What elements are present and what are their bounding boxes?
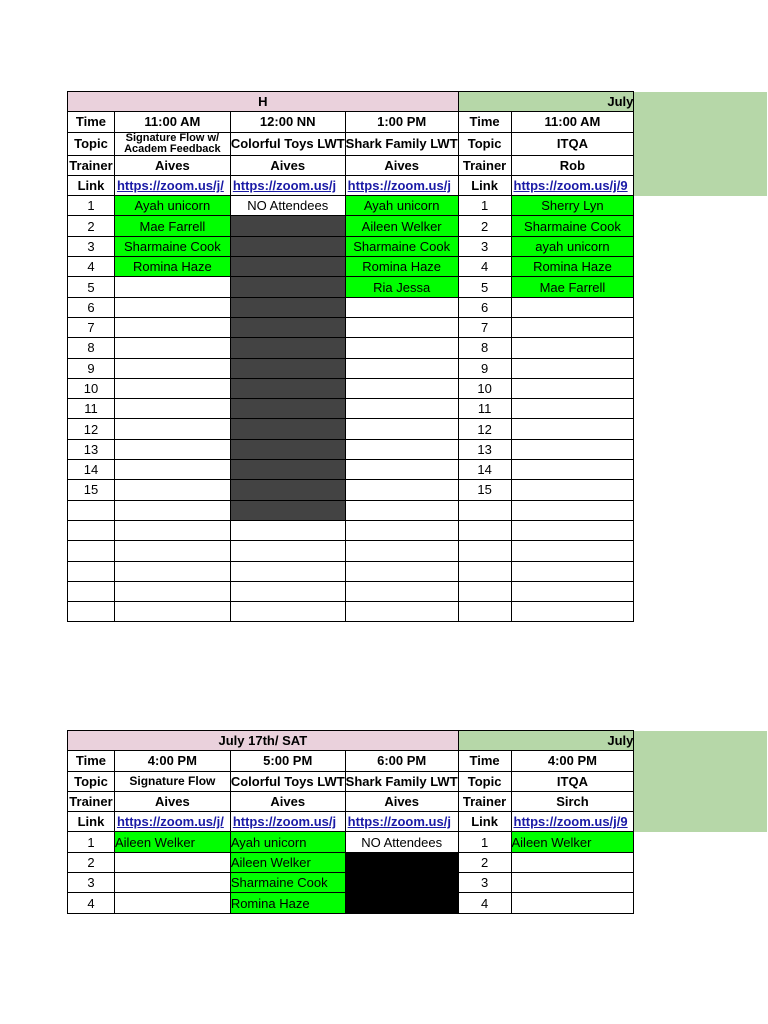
- attendee-cell: [114, 439, 230, 459]
- attendee-cell: [230, 520, 345, 540]
- attendee-cell: [345, 338, 458, 358]
- attendee-cell: Ayah unicorn: [114, 196, 230, 216]
- day-header: H: [68, 92, 459, 112]
- session-2-time: 12:00 NN: [230, 112, 345, 132]
- attendee-cell: [345, 500, 458, 520]
- attendee-cell: Ayah unicorn: [345, 196, 458, 216]
- blank: [634, 832, 768, 852]
- blank: [634, 893, 768, 913]
- session-1-time: 11:00 AM: [114, 112, 230, 132]
- attendee-cell: [114, 893, 230, 913]
- row-number: 7: [68, 317, 115, 337]
- session-2-trainer: Aives: [230, 791, 345, 811]
- attendee-cell: Mae Farrell: [114, 216, 230, 236]
- attendee-cell: [114, 399, 230, 419]
- attendee-cell: Romina Haze: [511, 257, 634, 277]
- blank: [634, 541, 768, 561]
- blank: [634, 439, 768, 459]
- attendee-cell: [511, 581, 634, 601]
- row-number: 3: [458, 873, 511, 893]
- row-number: 10: [68, 378, 115, 398]
- attendee-cell: [511, 297, 634, 317]
- row-number: 11: [68, 399, 115, 419]
- blank: [634, 460, 768, 480]
- attendee-cell: [345, 581, 458, 601]
- attendee-cell: [511, 399, 634, 419]
- blank: [634, 852, 768, 872]
- session-2-trainer: Aives: [230, 155, 345, 175]
- row-number: [68, 541, 115, 561]
- blocked-cell: [230, 358, 345, 378]
- attendee-cell: NO Attendees: [230, 196, 345, 216]
- attendee-cell: Romina Haze: [345, 257, 458, 277]
- blocked-cell: [230, 500, 345, 520]
- attendee-cell: [511, 520, 634, 540]
- blocked-cell: [230, 257, 345, 277]
- blank: [634, 561, 768, 581]
- attendee-cell: Romina Haze: [114, 257, 230, 277]
- attendee-cell: [114, 419, 230, 439]
- attendee-cell: [114, 277, 230, 297]
- row-number: 8: [68, 338, 115, 358]
- session-1-time: 4:00 PM: [114, 751, 230, 771]
- row-number: 3: [68, 236, 115, 256]
- attendee-cell: [511, 602, 634, 622]
- row-number: [458, 520, 511, 540]
- blocked-cell: [345, 873, 458, 893]
- session-3-topic: Shark Family LWT: [345, 771, 458, 791]
- attendee-cell: Aileen Welker: [345, 216, 458, 236]
- blocked-cell: [230, 480, 345, 500]
- attendee-cell: Sharmaine Cook: [230, 873, 345, 893]
- trainer-label: Trainer: [68, 155, 115, 175]
- header-fill: [634, 791, 768, 811]
- blank: [634, 196, 768, 216]
- row-number: 4: [458, 893, 511, 913]
- session-1-zoom-link[interactable]: https://zoom.us/j/: [114, 812, 230, 832]
- session-1-trainer: Aives: [114, 155, 230, 175]
- right-session-time: 4:00 PM: [511, 751, 634, 771]
- attendee-cell: [114, 500, 230, 520]
- blank: [634, 378, 768, 398]
- trainer-label: Trainer: [68, 791, 115, 811]
- row-number: 13: [68, 439, 115, 459]
- blank: [634, 520, 768, 540]
- row-number: 1: [458, 196, 511, 216]
- attendee-cell: Ria Jessa: [345, 277, 458, 297]
- attendee-cell: [114, 852, 230, 872]
- blocked-cell: [230, 399, 345, 419]
- session-2-zoom-link[interactable]: https://zoom.us/j: [230, 812, 345, 832]
- blank: [634, 581, 768, 601]
- blank: [634, 602, 768, 622]
- attendee-cell: Aileen Welker: [114, 832, 230, 852]
- attendee-cell: [511, 338, 634, 358]
- attendee-cell: [345, 317, 458, 337]
- row-number: 14: [68, 460, 115, 480]
- attendee-cell: Aileen Welker: [230, 852, 345, 872]
- schedule-table-2: [67, 730, 768, 914]
- row-number: 2: [68, 216, 115, 236]
- time-label-right: Time: [458, 751, 511, 771]
- blank: [634, 236, 768, 256]
- row-number: 13: [458, 439, 511, 459]
- attendee-cell: [230, 581, 345, 601]
- row-number: [68, 500, 115, 520]
- blank: [634, 358, 768, 378]
- blank: [634, 277, 768, 297]
- attendee-cell: [345, 520, 458, 540]
- row-number: [458, 500, 511, 520]
- attendee-cell: NO Attendees: [345, 832, 458, 852]
- attendee-cell: [511, 378, 634, 398]
- right-session-time: 11:00 AM: [511, 112, 634, 132]
- row-number: 6: [68, 297, 115, 317]
- row-number: 14: [458, 460, 511, 480]
- attendee-cell: [345, 480, 458, 500]
- row-number: 5: [458, 277, 511, 297]
- row-number: 5: [68, 277, 115, 297]
- attendee-cell: [345, 460, 458, 480]
- topic-label-right: Topic: [458, 771, 511, 791]
- row-number: 15: [458, 480, 511, 500]
- session-3-trainer: Aives: [345, 791, 458, 811]
- attendee-cell: [511, 358, 634, 378]
- row-number: [458, 581, 511, 601]
- row-number: 12: [458, 419, 511, 439]
- attendee-cell: [114, 338, 230, 358]
- attendee-cell: [230, 561, 345, 581]
- attendee-cell: [511, 317, 634, 337]
- session-3-zoom-link[interactable]: https://zoom.us/j: [345, 812, 458, 832]
- row-number: 8: [458, 338, 511, 358]
- trainer-label-right: Trainer: [458, 791, 511, 811]
- right-session-trainer: Sirch: [511, 791, 634, 811]
- topic-label: Topic: [68, 132, 115, 155]
- attendee-cell: [511, 480, 634, 500]
- schedule-table-1: [67, 91, 768, 622]
- attendee-cell: [511, 500, 634, 520]
- session-2-topic: Colorful Toys LWT: [230, 771, 345, 791]
- session-2-time: 5:00 PM: [230, 751, 345, 771]
- attendee-cell: [114, 561, 230, 581]
- row-number: 4: [68, 893, 115, 913]
- attendee-cell: Romina Haze: [230, 893, 345, 913]
- attendee-cell: [114, 378, 230, 398]
- row-number: [68, 602, 115, 622]
- attendee-cell: [114, 358, 230, 378]
- attendee-cell: [511, 893, 634, 913]
- blocked-cell: [230, 317, 345, 337]
- row-number: [458, 561, 511, 581]
- session-3-trainer: Aives: [345, 155, 458, 175]
- row-number: 1: [68, 832, 115, 852]
- time-label: Time: [68, 751, 115, 771]
- attendee-cell: [345, 358, 458, 378]
- blank: [634, 338, 768, 358]
- attendee-cell: [230, 602, 345, 622]
- header-fill: [634, 155, 768, 175]
- row-number: [68, 561, 115, 581]
- blocked-cell: [230, 378, 345, 398]
- blocked-cell: [230, 460, 345, 480]
- attendee-cell: [114, 873, 230, 893]
- header-fill: [634, 112, 768, 132]
- attendee-cell: [345, 439, 458, 459]
- header-fill: [634, 812, 768, 832]
- attendee-cell: Sherry Lyn: [511, 196, 634, 216]
- row-number: 2: [68, 852, 115, 872]
- attendee-cell: Sharmaine Cook: [511, 216, 634, 236]
- session-1-topic: Signature Flow w/ Academ Feedback: [114, 132, 230, 155]
- time-label: Time: [68, 112, 115, 132]
- attendee-cell: [511, 561, 634, 581]
- attendee-cell: [511, 852, 634, 872]
- link-label-right: Link: [458, 175, 511, 195]
- header-fill: [634, 92, 768, 112]
- session-1-topic: Signature Flow: [114, 771, 230, 791]
- attendee-cell: Sharmaine Cook: [114, 236, 230, 256]
- row-number: [458, 541, 511, 561]
- attendee-cell: [114, 317, 230, 337]
- attendee-cell: [114, 480, 230, 500]
- attendee-cell: [345, 419, 458, 439]
- attendee-cell: [114, 602, 230, 622]
- day-header-right: July: [458, 731, 634, 751]
- row-number: 2: [458, 216, 511, 236]
- attendee-cell: [345, 602, 458, 622]
- row-number: [458, 602, 511, 622]
- row-number: 9: [458, 358, 511, 378]
- day-header: July 17th/ SAT: [68, 731, 459, 751]
- right-session-zoom-link[interactable]: https://zoom.us/j/9: [511, 175, 634, 195]
- attendee-cell: Aileen Welker: [511, 832, 634, 852]
- attendee-cell: [511, 439, 634, 459]
- session-2-zoom-link[interactable]: https://zoom.us/j: [230, 175, 345, 195]
- blank: [634, 419, 768, 439]
- blank: [634, 257, 768, 277]
- attendee-cell: [345, 297, 458, 317]
- blank: [634, 500, 768, 520]
- row-number: 3: [458, 236, 511, 256]
- attendee-cell: [230, 541, 345, 561]
- blank: [634, 216, 768, 236]
- attendee-cell: [114, 541, 230, 561]
- header-fill: [634, 731, 768, 751]
- attendee-cell: [114, 581, 230, 601]
- session-3-time: 6:00 PM: [345, 751, 458, 771]
- row-number: 15: [68, 480, 115, 500]
- row-number: 6: [458, 297, 511, 317]
- blank: [634, 317, 768, 337]
- attendee-cell: ayah unicorn: [511, 236, 634, 256]
- blocked-cell: [230, 297, 345, 317]
- right-session-trainer: Rob: [511, 155, 634, 175]
- blank: [634, 873, 768, 893]
- session-1-zoom-link[interactable]: https://zoom.us/j/: [114, 175, 230, 195]
- link-label-right: Link: [458, 812, 511, 832]
- attendee-cell: Mae Farrell: [511, 277, 634, 297]
- row-number: 4: [68, 257, 115, 277]
- link-label: Link: [68, 175, 115, 195]
- session-3-zoom-link[interactable]: https://zoom.us/j: [345, 175, 458, 195]
- row-number: 1: [68, 196, 115, 216]
- topic-label-right: Topic: [458, 132, 511, 155]
- blocked-cell: [230, 236, 345, 256]
- topic-label: Topic: [68, 771, 115, 791]
- attendee-cell: [345, 378, 458, 398]
- blocked-cell: [230, 439, 345, 459]
- blocked-cell: [230, 277, 345, 297]
- attendee-cell: [114, 520, 230, 540]
- header-fill: [634, 771, 768, 791]
- row-number: 9: [68, 358, 115, 378]
- attendee-cell: [511, 541, 634, 561]
- day-header-right: July: [458, 92, 634, 112]
- row-number: 10: [458, 378, 511, 398]
- row-number: 11: [458, 399, 511, 419]
- blank: [634, 399, 768, 419]
- row-number: [68, 520, 115, 540]
- row-number: [68, 581, 115, 601]
- header-fill: [634, 132, 768, 155]
- attendee-cell: [345, 561, 458, 581]
- right-session-topic: ITQA: [511, 771, 634, 791]
- blocked-cell: [230, 419, 345, 439]
- right-session-zoom-link[interactable]: https://zoom.us/j/9: [511, 812, 634, 832]
- link-label: Link: [68, 812, 115, 832]
- blocked-cell: [345, 893, 458, 913]
- header-fill: [634, 175, 768, 195]
- attendee-cell: [345, 399, 458, 419]
- blocked-cell: [345, 852, 458, 872]
- blank: [634, 480, 768, 500]
- row-number: 1: [458, 832, 511, 852]
- header-fill: [634, 751, 768, 771]
- right-session-topic: ITQA: [511, 132, 634, 155]
- attendee-cell: [511, 419, 634, 439]
- blank: [634, 297, 768, 317]
- attendee-cell: [345, 541, 458, 561]
- attendee-cell: [114, 460, 230, 480]
- attendee-cell: [511, 460, 634, 480]
- attendee-cell: Ayah unicorn: [230, 832, 345, 852]
- blocked-cell: [230, 216, 345, 236]
- attendee-cell: [511, 873, 634, 893]
- row-number: 12: [68, 419, 115, 439]
- session-3-time: 1:00 PM: [345, 112, 458, 132]
- row-number: 7: [458, 317, 511, 337]
- session-3-topic: Shark Family LWT: [345, 132, 458, 155]
- row-number: 2: [458, 852, 511, 872]
- attendee-cell: Sharmaine Cook: [345, 236, 458, 256]
- trainer-label-right: Trainer: [458, 155, 511, 175]
- blocked-cell: [230, 338, 345, 358]
- row-number: 3: [68, 873, 115, 893]
- attendee-cell: [114, 297, 230, 317]
- row-number: 4: [458, 257, 511, 277]
- session-1-trainer: Aives: [114, 791, 230, 811]
- session-2-topic: Colorful Toys LWT: [230, 132, 345, 155]
- time-label-right: Time: [458, 112, 511, 132]
